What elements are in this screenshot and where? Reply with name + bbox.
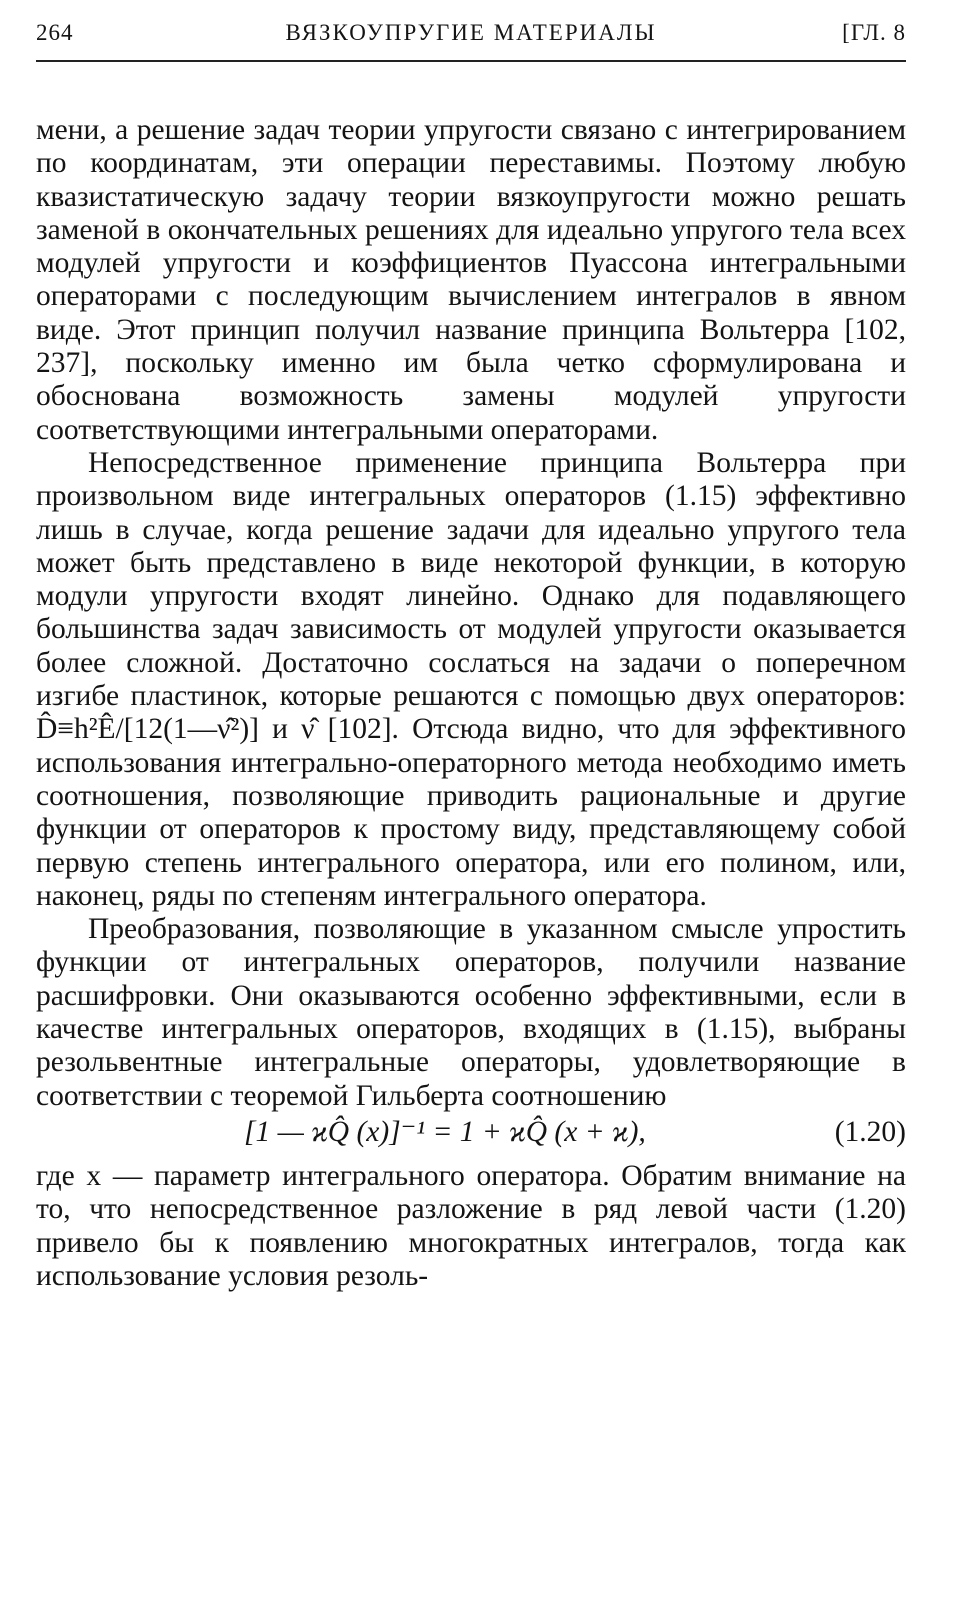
equation-body: [1 — ϰQ̂ (x)]⁻¹ = 1 + ϰQ̂ (x + ϰ), [244,1115,646,1148]
page-body [36,114,906,1293]
page-header [36,16,906,50]
paragraph-2: Непосредственное применение принципа Вольтерра при произвольном виде интегральных операторов (1.15) эффективно лишь в случае, когда решение задачи для идеально упругого тела может быть представлено в виде некоторой функции, в которую модули упругости входят линейно. Однако для подавляющего большинства задач зависимость от модулей упругости оказывается более сложной. Достаточно сослаться на задачи о поперечном изгибе пластинок, которые решаются с помощью двух операторов: D̂≡h²Ê/[12(1—ν̂²)] и ν̂ [102]. Отсюда видно, что для эффективного использования интегрально-операторного метода необходимо иметь соотношения, позволяющие приводить рациональные и другие функции от операторов к простому виду, представляющему собой первую степень интегрального оператора, или его полином, или, наконец, ряды по степеням интегрального оператора. [36,446,906,912]
paragraph-4: где x — параметр интегрального оператора. Обратим внимание на то, что непосредственное разложение в ряд левой части (1.20) привело бы к появлению многократных интегралов, тогда как использование условия резоль- [36,1159,906,1292]
equation-1-20 [36,1116,906,1156]
chapter-label: [ГЛ. 8 [842,20,906,45]
paragraph-1: мени, а решение задач теории упругости связано с интегрированием по координатам, эти операции переставимы. Поэтому любую квазистатическую задачу теории вязкоупругости можно решать заменой в окончательных решениях для идеально упругого тела всех модулей упругости и коэффициентов Пуассона интегральными операторами с последующим вычислением интегралов в явном виде. Этот принцип получил название принципа Вольтерра [102, 237], поскольку именно им была четко сформулирована и обоснована возможность замены модулей упругости соответствующими интегральными операторами. [36,114,906,446]
equation-number: (1.20) [834,1115,906,1148]
paragraph-3: Преобразования, позволяющие в указанном смысле упростить функции от интегральных операторов, получили название расшифровки. Они оказываются особенно эффективными, если в качестве интегральных операторов, входящих в (1.15), выбраны резольвентные интегральные операторы, удовлетворяющие в соответствии с теоремой Гильберта соотношению [36,913,906,1112]
running-title: ВЯЗКОУПРУГИЕ МАТЕРИАЛЫ [285,20,657,45]
header-rule [36,60,906,62]
book-page [36,16,906,1292]
page-number: 264 [36,20,74,45]
